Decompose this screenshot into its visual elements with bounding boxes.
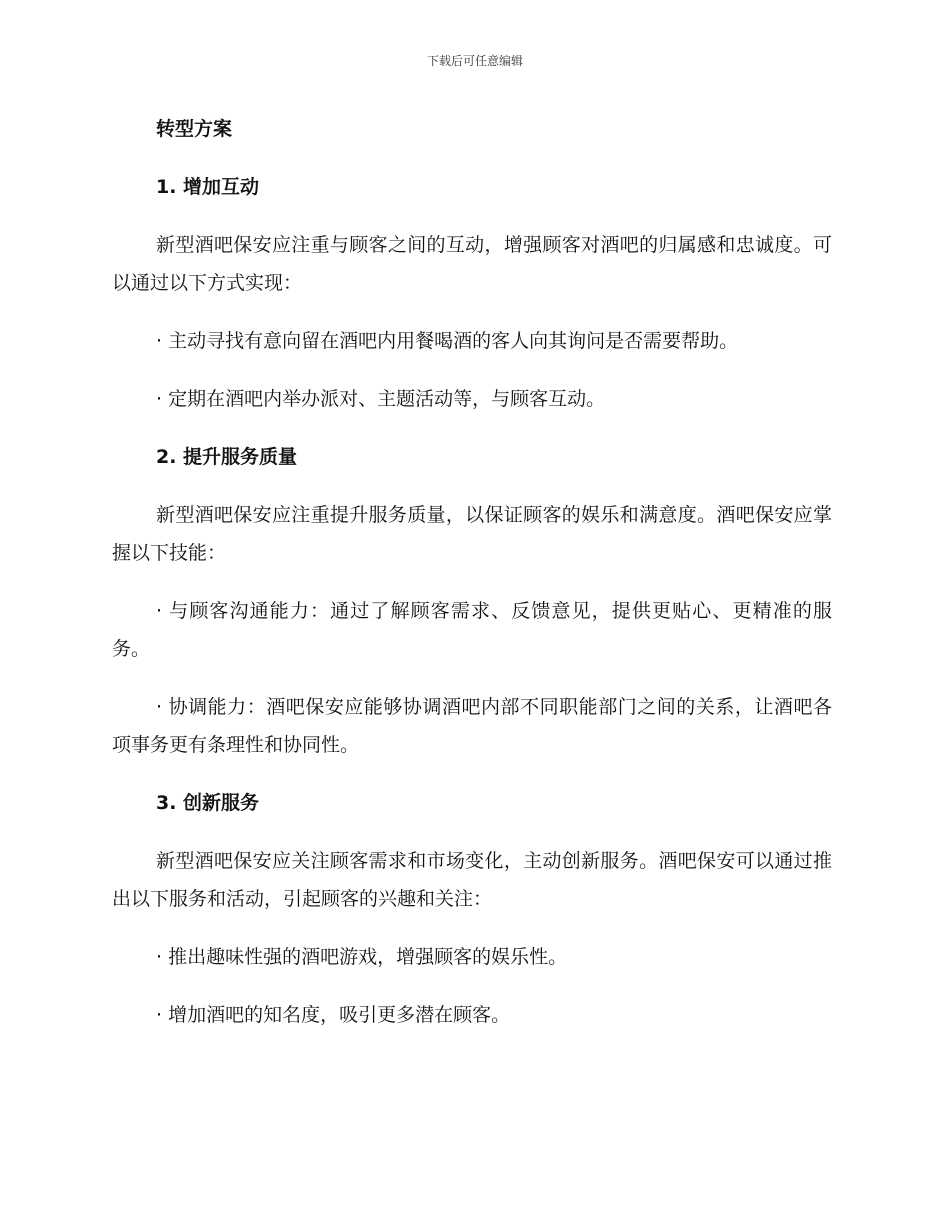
bullet-item: · 协调能力：酒吧保安应能够协调酒吧内部不同职能部门之间的关系，让酒吧各项事务更有条理性和协同性。 xyxy=(112,696,832,756)
bullet-item: · 定期在酒吧内举办派对、主题活动等，与顾客互动。 xyxy=(156,388,606,410)
bullet-item: · 主动寻找有意向留在酒吧内用餐喝酒的客人向其询问是否需要帮助。 xyxy=(156,330,739,352)
bullet-item: · 增加酒吧的知名度，吸引更多潜在顾客。 xyxy=(156,1004,511,1026)
section-intro: 新型酒吧保安应注重提升服务质量，以保证顾客的娱乐和满意度。酒吧保安应掌握以下技能： xyxy=(112,504,832,564)
section-1 xyxy=(112,168,832,418)
document-body xyxy=(112,110,832,1054)
section-intro: 新型酒吧保安应关注顾客需求和市场变化，主动创新服务。酒吧保安可以通过推出以下服务和活动，引起顾客的兴趣和关注： xyxy=(112,850,832,910)
section-2 xyxy=(112,438,832,764)
bullet-item: · 推出趣味性强的酒吧游戏，增强顾客的娱乐性。 xyxy=(156,946,568,968)
section-intro: 新型酒吧保安应注重与顾客之间的互动，增强顾客对酒吧的归属感和忠诚度。可以通过以下方式实现： xyxy=(112,234,832,294)
section-heading: 3. 创新服务 xyxy=(156,792,260,814)
section-heading: 1. 增加互动 xyxy=(156,176,260,198)
section-heading: 2. 提升服务质量 xyxy=(156,446,298,468)
header-note: 下载后可任意编辑 xyxy=(426,54,523,68)
document-title: 转型方案 xyxy=(156,118,233,140)
section-3 xyxy=(112,784,832,1034)
bullet-item: · 与顾客沟通能力：通过了解顾客需求、反馈意见，提供更贴心、更精准的服务。 xyxy=(112,600,832,660)
